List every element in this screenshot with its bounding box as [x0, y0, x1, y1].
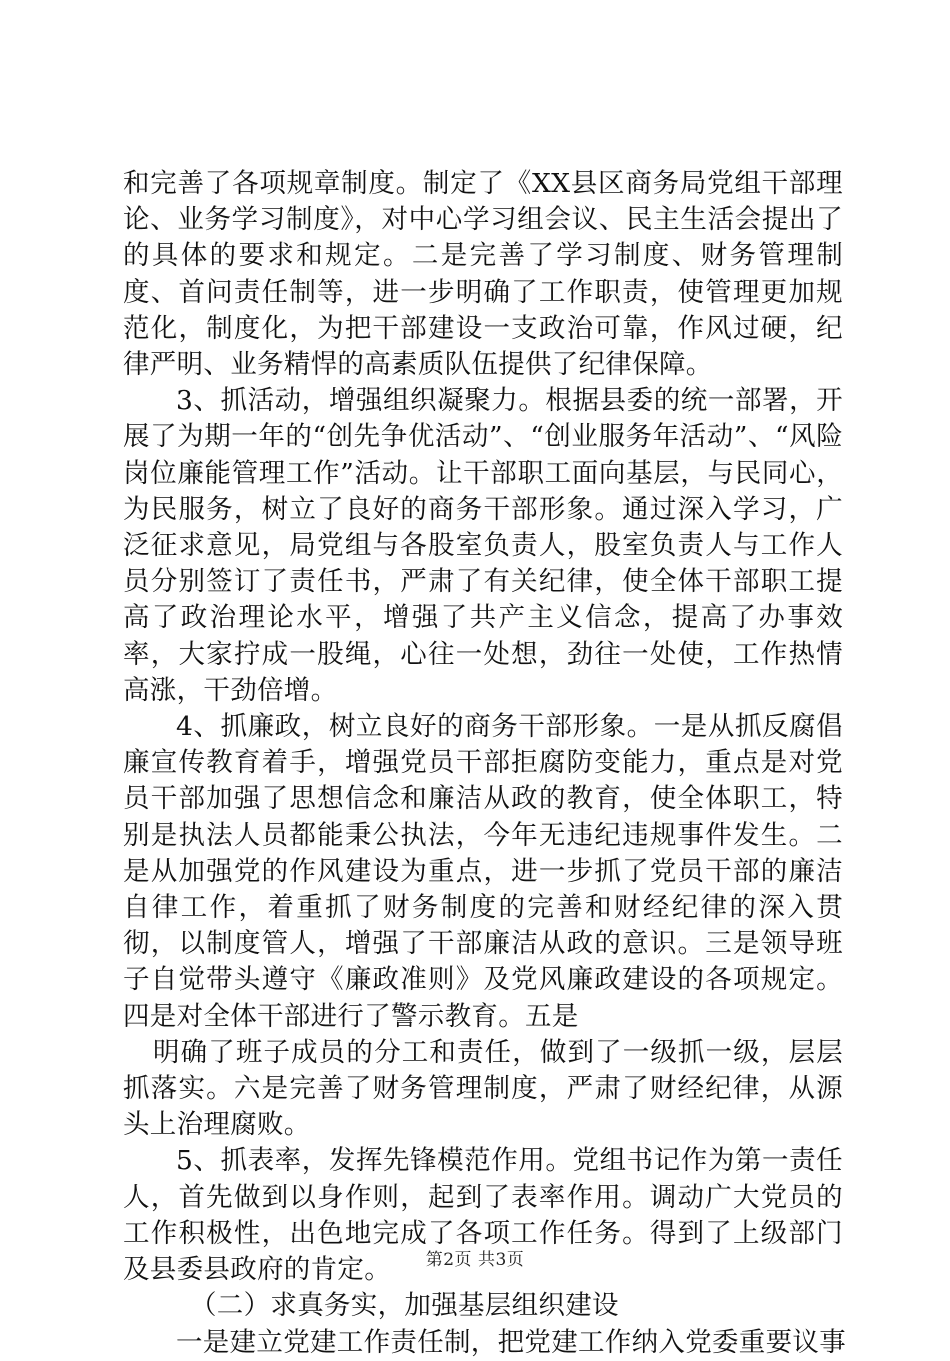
paragraph-party-building: 一是建立党建工作责任制，把党建工作纳入党委重要议事	[176, 1326, 846, 1358]
page-number-footer: 第2页 共3页	[425, 1250, 525, 1270]
paragraph-regulations: 和完善了各项规章制度。制定了《XX县区商务局党组干部理论、业务学习制度》，对中心学习组会议、民主生活会提出了的具体的要求和规定。二是完善了学习制度、财务管理制度、首问责任制等，进一步明确了工作职责，使管理更加规范化，制度化，为把干部建设一支政治可靠，作风过硬，纪律严明、业务精悍的高素质队伍提供了纪律保障。	[123, 168, 843, 381]
section-heading: （二）求真务实，加强基层组织建设	[190, 1290, 619, 1322]
paragraph-exemplary: 5、抓表率，发挥先锋模范作用。党组书记作为第一责任人，首先做到以身作则，起到了表率作用。调动广大党员的工作积极性，出色地完成了各项工作任务。得到了上级部门及县委县政府的肯定。	[123, 1145, 843, 1286]
paragraph-integrity: 4、抓廉政，树立良好的商务干部形象。一是从抓反腐倡廉宣传教育着手，增强党员干部拒腐防变能力，重点是对党员干部加强了思想信念和廉洁从政的教育，使全体职工，特别是执法人员都能秉公执法，今年无违纪违规事件发生。二是从加强党的作风建设为重点，进一步抓了党员干部的廉洁自律工作，着重抓了财务制度的完善和财经纪律的深入贯彻，以制度管人，增强了干部廉洁从政的意识。三是领导班子自觉带头遵守《廉政准则》及党风廉政建设的各项规定。四是对全体干部进行了警示教育。五是	[123, 711, 843, 1032]
document-body	[123, 166, 846, 1361]
paragraph-integrity-continued: 明确了班子成员的分工和责任，做到了一级抓一级，层层抓落实。六是完善了财务管理制度，严肃了财经纪律，从源头上治理腐败。	[123, 1036, 843, 1141]
paragraph-activities: 3、抓活动，增强组织凝聚力。根据县委的统一部署，开展了为期一年的“创先争优活动”、“创业服务年活动”、“风险岗位廉能管理工作”活动。让干部职工面向基层，与民同心，为民服务，树立了良好的商务干部形象。通过深入学习，广泛征求意见，局党组与各股室负责人，股室负责人与工作人员分别签订了责任书，严肃了有关纪律，使全体干部职工提高了政治理论水平，增强了共产主义信念，提高了办事效率，大家拧成一股绳，心往一处想，劲往一处使，工作热情高涨，干劲倍增。	[123, 385, 843, 706]
